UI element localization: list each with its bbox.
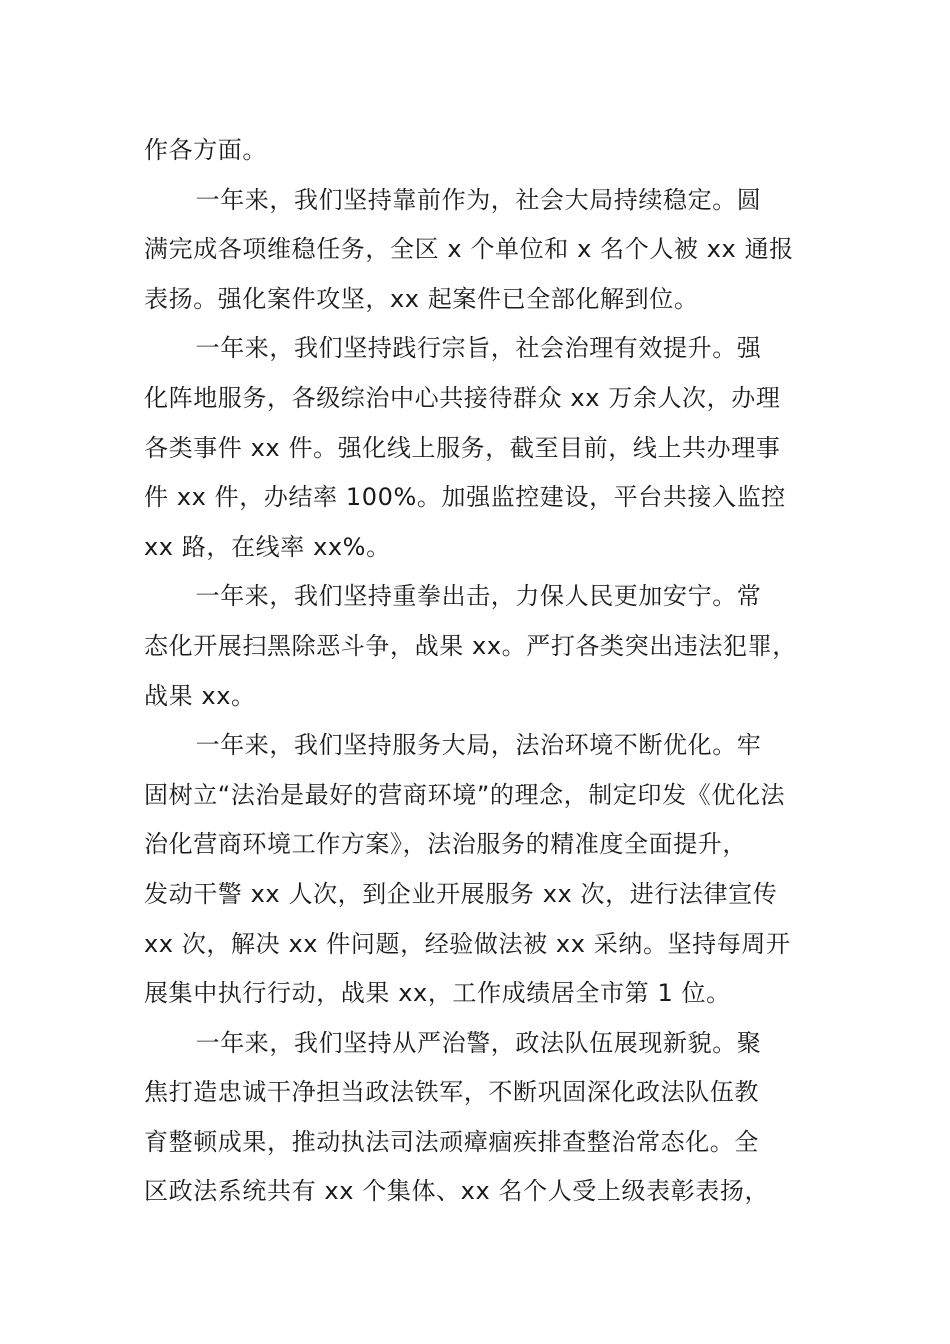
text-line: 一年来，我们坚持服务大局，法治环境不断优化。牢 [195, 731, 762, 760]
text-line: 战果 xx。 [144, 681, 256, 710]
paragraph-rule-of-law [144, 721, 834, 1019]
paragraph-governance [144, 324, 834, 572]
text-line: xx 路，在线率 xx%。 [144, 532, 391, 561]
text-line: 一年来，我们坚持重拳出击，力保人民更加安宁。常 [195, 582, 762, 611]
text-line: 固树立“法治是最好的营商环境”的理念，制定印发《优化法 [144, 780, 786, 809]
text-line: 焦打造忠诚干净担当政法铁军，不断巩固深化政法队伍教 [144, 1078, 759, 1107]
text-line: 一年来，我们坚持践行宗旨，社会治理有效提升。强 [195, 334, 762, 363]
paragraph-crackdown [144, 572, 834, 721]
text-line: 治化营商环境工作方案》，法治服务的精准度全面提升， [144, 830, 747, 859]
document-body [144, 126, 834, 1217]
paragraph-continuation [144, 126, 834, 176]
paragraph-stability [144, 176, 834, 325]
text-line: 育整顿成果，推动执法司法顽瘴痼疾排查整治常态化。全 [144, 1127, 759, 1156]
paragraph-team-building [144, 1019, 834, 1217]
text-line: 表扬。强化案件攻坚，xx 起案件已全部化解到位。 [144, 284, 699, 313]
text-line: 满完成各项维稳任务，全区 x 个单位和 x 名个人被 xx 通报 [144, 235, 794, 264]
text-line: 发动干警 xx 人次，到企业开展服务 xx 次，进行法律宣传 [144, 879, 778, 908]
text-line: xx 次，解决 xx 件问题，经验做法被 xx 采纳。坚持每周开 [144, 929, 791, 958]
text-line: 一年来，我们坚持从严治警，政法队伍展现新貌。聚 [195, 1028, 762, 1057]
text-line: 各类事件 xx 件。强化线上服务，截至目前，线上共办理事 [144, 433, 781, 462]
text-line: 展集中执行行动，战果 xx，工作成绩居全市第 1 位。 [144, 979, 731, 1008]
text-line: 态化开展扫黑除恶斗争，战果 xx。严打各类突出违法犯罪， [144, 631, 797, 660]
text-line: 一年来，我们坚持靠前作为，社会大局持续稳定。圆 [195, 185, 762, 214]
text-line: 化阵地服务，各级综治中心共接待群众 xx 万余人次，办理 [144, 383, 781, 412]
text-line: 作各方面。 [144, 136, 267, 164]
text-line: 区政法系统共有 xx 个集体、xx 名个人受上级表彰表扬， [144, 1177, 770, 1206]
text-line: 件 xx 件，办结率 100%。加强监控建设，平台共接入监控 [144, 483, 786, 512]
